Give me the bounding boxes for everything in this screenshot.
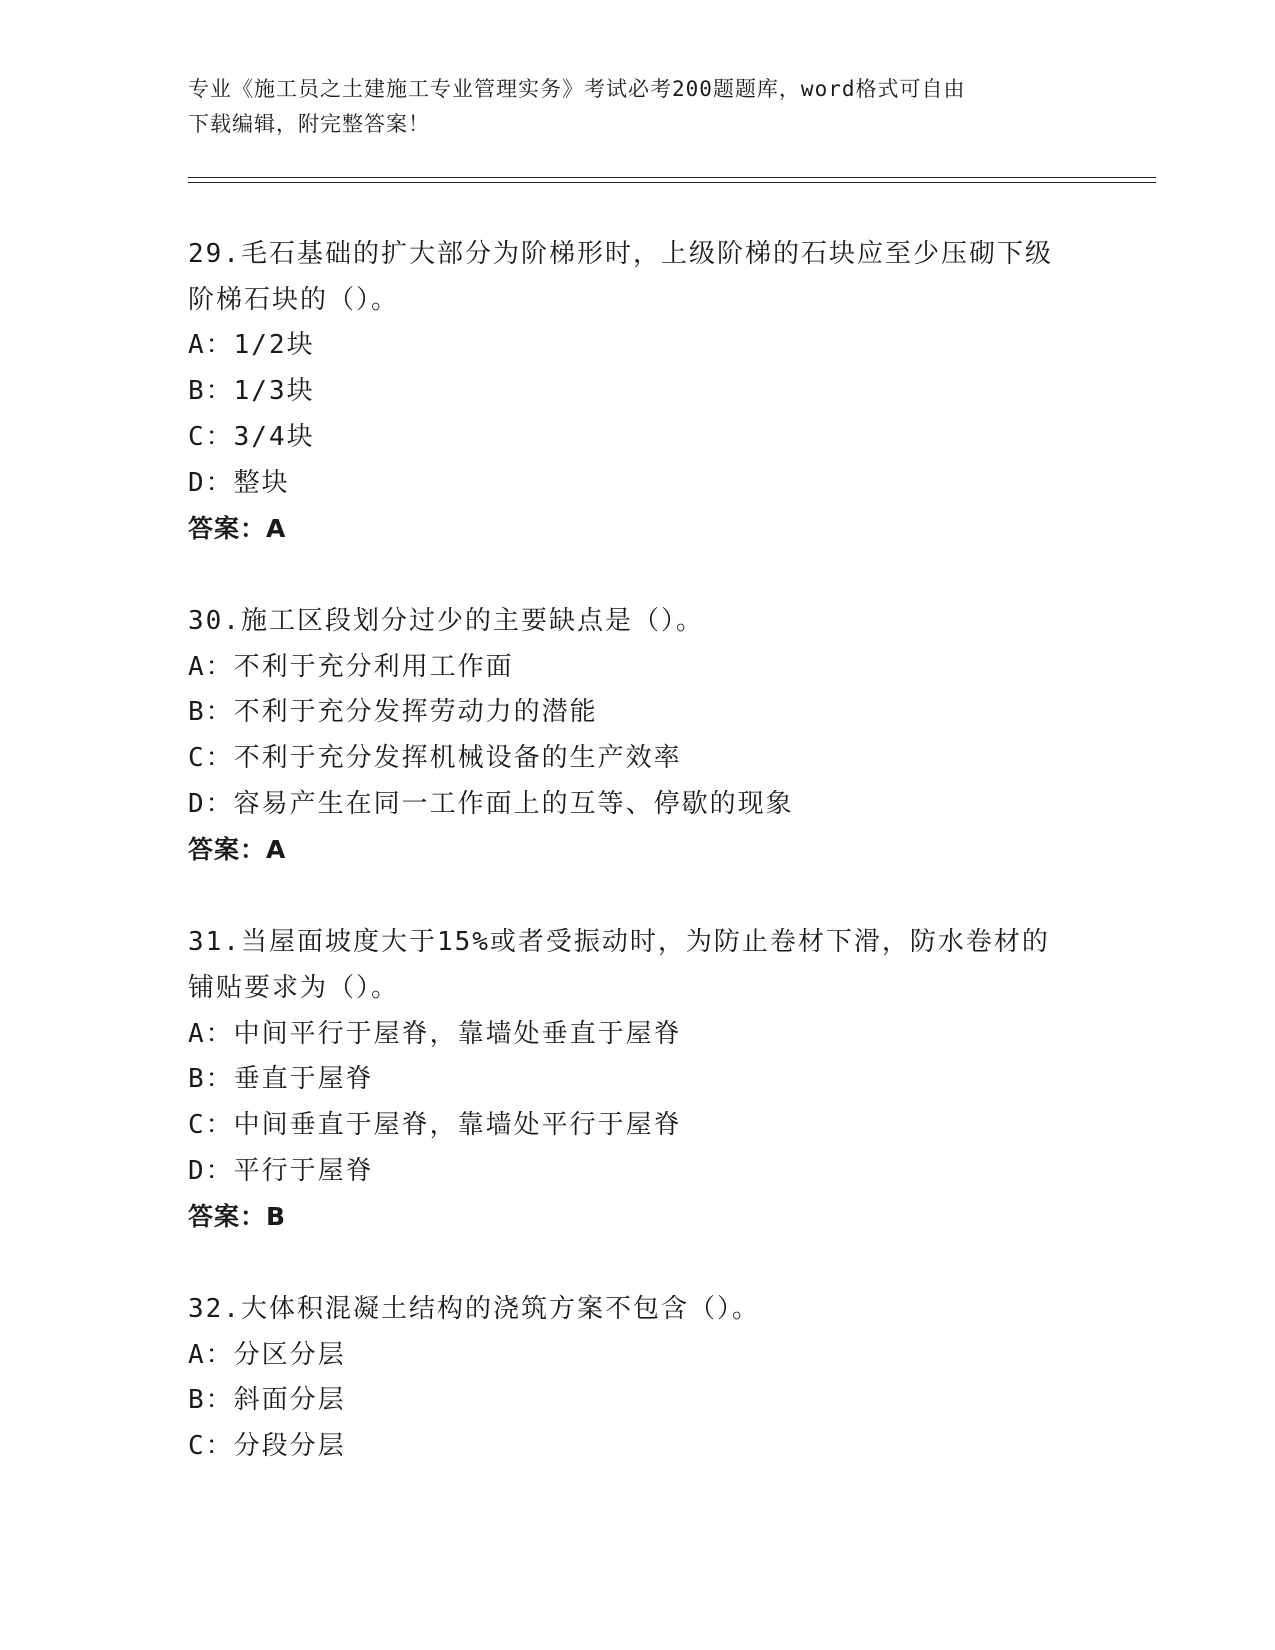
question-32 xyxy=(188,1287,1088,1470)
option-a: A：中间平行于屋脊，靠墙处垂直于屋脊 xyxy=(188,1018,682,1049)
question-stem-line: 31.当屋面坡度大于15%或者受振动时，为防止卷材下滑，防水卷材的 xyxy=(188,927,1050,958)
question-stem-line: 30.施工区段划分过少的主要缺点是（）。 xyxy=(188,605,704,636)
option-a: A：不利于充分利用工作面 xyxy=(188,651,514,682)
option-c: C：分段分层 xyxy=(188,1431,346,1462)
question-29 xyxy=(188,232,1088,552)
option-a: A：1/2块 xyxy=(188,330,315,361)
question-stem-line: 铺贴要求为（）。 xyxy=(188,972,400,1003)
header-line-1: 专业《施工员之土建施工专业管理实务》考试必考200题题库，word格式可自由 xyxy=(188,77,966,101)
header-line-2: 下载编辑，附完整答案！ xyxy=(188,112,430,136)
option-c: C：中间垂直于屋脊，靠墙处平行于屋脊 xyxy=(188,1109,682,1140)
question-31 xyxy=(188,920,1088,1240)
option-d: D：整块 xyxy=(188,467,290,498)
option-c: C：3/4块 xyxy=(188,421,315,452)
question-stem-line: 29.毛石基础的扩大部分为阶梯形时，上级阶梯的石块应至少压砌下级 xyxy=(188,239,1053,269)
document-header xyxy=(188,72,1088,142)
option-b: B：不利于充分发挥劳动力的潜能 xyxy=(188,697,598,728)
answer-label: 答案：A xyxy=(188,835,287,865)
option-b: B：斜面分层 xyxy=(188,1385,346,1416)
header-divider-top xyxy=(188,177,1156,178)
option-c: C：不利于充分发挥机械设备的生产效率 xyxy=(188,743,682,774)
option-b: B：1/3块 xyxy=(188,376,315,407)
option-a: A：分区分层 xyxy=(188,1339,346,1370)
answer-label: 答案：B xyxy=(188,1202,287,1232)
question-stem-line: 阶梯石块的（）。 xyxy=(188,284,400,315)
question-30 xyxy=(188,599,1088,873)
option-d: D：容易产生在同一工作面上的互等、停歇的现象 xyxy=(188,788,794,819)
question-list xyxy=(188,232,1088,1517)
option-d: D：平行于屋脊 xyxy=(188,1155,374,1186)
answer-label: 答案：A xyxy=(188,514,287,544)
header-divider-bottom xyxy=(188,182,1156,183)
option-b: B：垂直于屋脊 xyxy=(188,1064,374,1095)
question-stem-line: 32.大体积混凝土结构的浇筑方案不包含（）。 xyxy=(188,1294,760,1325)
